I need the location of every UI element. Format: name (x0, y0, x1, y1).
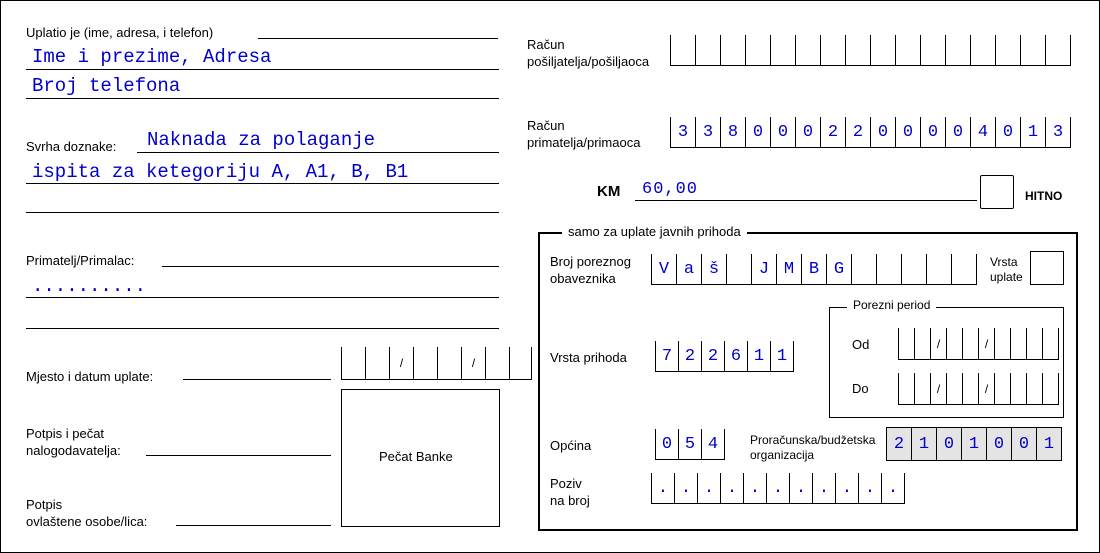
revenue-type-digit[interactable]: 6 (725, 341, 748, 371)
payer-line-2 (26, 98, 499, 99)
budget-org-digit[interactable]: 0 (987, 428, 1012, 460)
sender-account-digit[interactable] (946, 35, 971, 65)
budget-org-digit[interactable]: 0 (937, 428, 962, 460)
reference-label-2: na broj (550, 493, 590, 508)
recipient-account-digit[interactable]: 0 (871, 117, 896, 147)
period-from-cells[interactable]: / / (898, 328, 1059, 360)
revenue-type-cells[interactable] (655, 341, 794, 372)
reference-char[interactable]: . (675, 473, 698, 503)
municipality-digit[interactable]: 4 (702, 429, 725, 459)
sender-account-digit[interactable] (696, 35, 721, 65)
recipient-account-digit[interactable]: 0 (921, 117, 946, 147)
tax-period-title: Porezni period (847, 298, 936, 313)
currency-label: KM (597, 183, 621, 200)
municipality-label: Općina (550, 438, 592, 453)
revenue-type-digit[interactable]: 1 (771, 341, 794, 371)
place-date-label: Mjesto i datum uplate: (26, 369, 154, 384)
tax-number-char[interactable]: J (752, 254, 777, 284)
payer-label-line (258, 38, 498, 39)
sender-account-digit[interactable] (871, 35, 896, 65)
reference-char[interactable]: . (859, 473, 882, 503)
signature-official-label-2: ovlaštene osobe/lica: (26, 514, 148, 529)
sender-account-digit[interactable] (971, 35, 996, 65)
revenue-type-digit[interactable]: 2 (702, 341, 725, 371)
sender-account-digit[interactable] (821, 35, 846, 65)
amount-line (635, 200, 977, 201)
recipient-account-digit[interactable]: 0 (946, 117, 971, 147)
reference-label-1: Poziv (550, 476, 582, 491)
payment-type-label-1: Vrsta (990, 255, 1018, 269)
municipality-digit[interactable]: 5 (679, 429, 702, 459)
tax-number-char[interactable] (952, 254, 977, 284)
sender-account-digit[interactable] (771, 35, 796, 65)
recipient-label: Primatelj/Primalac: (26, 253, 135, 268)
urgent-checkbox[interactable] (980, 175, 1014, 209)
reference-cells[interactable] (651, 473, 905, 504)
recipient-account-digit[interactable]: 1 (1021, 117, 1046, 147)
date-cells[interactable]: / / (341, 347, 532, 380)
recipient-line-1 (26, 297, 499, 298)
payer-label: Uplatio je (ime, adresa, i telefon) (26, 25, 214, 40)
sender-account-digit[interactable] (671, 35, 696, 65)
tax-number-char[interactable]: G (827, 254, 852, 284)
tax-number-char[interactable] (877, 254, 902, 284)
tax-number-char[interactable] (852, 254, 877, 284)
payer-name-field[interactable]: Ime i prezime, Adresa (32, 46, 272, 68)
purpose-line-2 (26, 183, 499, 184)
recipient-account-digit[interactable]: 4 (971, 117, 996, 147)
recipient-account-digit[interactable]: 8 (721, 117, 746, 147)
tax-number-char[interactable]: V (652, 254, 677, 284)
reference-char[interactable]: . (744, 473, 767, 503)
reference-char[interactable]: . (767, 473, 790, 503)
payment-type-box[interactable] (1030, 251, 1064, 285)
purpose-line-3 (26, 212, 499, 213)
sender-account-digit[interactable] (721, 35, 746, 65)
recipient-account-digit[interactable]: 0 (796, 117, 821, 147)
amount-field[interactable]: 60,00 (642, 180, 699, 199)
reference-char[interactable]: . (698, 473, 721, 503)
budget-org-digit[interactable]: 2 (887, 428, 912, 460)
recipient-account-digit[interactable]: 0 (996, 117, 1021, 147)
sender-account-digit[interactable] (1046, 35, 1071, 65)
recipient-account-digit[interactable]: 2 (821, 117, 846, 147)
period-from-label: Od (852, 337, 870, 352)
budget-org-label-2: organizacija (750, 448, 815, 462)
budget-org-cells[interactable] (886, 427, 1062, 461)
revenue-type-label: Vrsta prihoda (550, 350, 627, 365)
public-revenue-title: samo za uplate javnih prihoda (562, 224, 747, 239)
sender-account-digit[interactable] (896, 35, 921, 65)
recipient-account-cells[interactable] (670, 117, 1071, 148)
reference-char[interactable]: . (882, 473, 905, 503)
recipient-account-digit[interactable]: 3 (696, 117, 721, 147)
sender-account-cells[interactable] (670, 35, 1071, 66)
tax-number-label-1: Broj poreznog (550, 254, 631, 269)
purpose-field-2[interactable]: ispita za ketegoriju A, A1, B, B1 (32, 161, 409, 183)
recipient-account-label-2: primatelja/primaoca (527, 135, 641, 150)
tax-number-char[interactable]: a (677, 254, 702, 284)
recipient-line-2 (26, 328, 499, 329)
payer-line-1 (26, 69, 499, 70)
sender-account-label-2: pošiljatelja/pošiljaoca (527, 54, 650, 69)
municipality-cells[interactable] (655, 429, 725, 460)
reference-char[interactable]: . (721, 473, 744, 503)
tax-number-cells[interactable] (651, 254, 977, 285)
sender-account-digit[interactable] (796, 35, 821, 65)
reference-char[interactable]: . (652, 473, 675, 503)
tax-number-char[interactable]: š (702, 254, 727, 284)
tax-number-char[interactable] (727, 254, 752, 284)
budget-org-digit[interactable]: 1 (912, 428, 937, 460)
purpose-line-1 (137, 152, 499, 153)
reference-char[interactable]: . (790, 473, 813, 503)
period-to-label: Do (852, 381, 869, 396)
bank-stamp-label: Pečat Banke (379, 449, 453, 464)
tax-number-char[interactable]: B (802, 254, 827, 284)
tax-number-label-2: obaveznika (550, 271, 616, 286)
sender-account-digit[interactable] (1021, 35, 1046, 65)
budget-org-label-1: Proračunska/budžetska (750, 433, 876, 447)
purpose-field-1[interactable]: Naknada za polaganje (147, 129, 376, 151)
tax-number-char[interactable] (902, 254, 927, 284)
revenue-type-digit[interactable]: 2 (679, 341, 702, 371)
recipient-account-digit[interactable]: 0 (771, 117, 796, 147)
sender-account-digit[interactable] (746, 35, 771, 65)
revenue-type-digit[interactable]: 7 (656, 341, 679, 371)
signature-official-line (176, 525, 331, 526)
sender-account-digit[interactable] (921, 35, 946, 65)
recipient-account-digit[interactable]: 3 (671, 117, 696, 147)
recipient-account-digit[interactable]: 0 (746, 117, 771, 147)
budget-org-digit[interactable]: 0 (1012, 428, 1037, 460)
tax-number-char[interactable] (927, 254, 952, 284)
budget-org-digit[interactable]: 1 (1037, 428, 1062, 460)
sender-account-digit[interactable] (846, 35, 871, 65)
recipient-account-digit[interactable]: 0 (896, 117, 921, 147)
recipient-label-line (162, 266, 499, 267)
place-line (183, 379, 331, 380)
period-to-cells[interactable]: / / (898, 373, 1059, 405)
purpose-label: Svrha doznake: (26, 139, 117, 154)
recipient-field[interactable]: .......... (32, 275, 147, 297)
reference-char[interactable]: . (836, 473, 859, 503)
recipient-account-digit[interactable]: 3 (1046, 117, 1071, 147)
recipient-account-label-1: Račun (527, 118, 565, 133)
urgent-label: HITNO (1025, 189, 1063, 203)
revenue-type-digit[interactable]: 1 (748, 341, 771, 371)
municipality-digit[interactable]: 0 (656, 429, 679, 459)
signature-payer-label-2: nalogodavatelja: (26, 443, 121, 458)
reference-char[interactable]: . (813, 473, 836, 503)
recipient-account-digit[interactable]: 2 (846, 117, 871, 147)
signature-payer-label-1: Potpis i pečat (26, 426, 105, 441)
budget-org-digit[interactable]: 1 (962, 428, 987, 460)
tax-number-char[interactable]: M (777, 254, 802, 284)
sender-account-label-1: Račun (527, 37, 565, 52)
sender-account-digit[interactable] (996, 35, 1021, 65)
payment-type-label-2: uplate (990, 270, 1023, 284)
payer-phone-field[interactable]: Broj telefona (32, 75, 181, 97)
signature-payer-line (146, 455, 331, 456)
signature-official-label-1: Potpis (26, 497, 63, 512)
